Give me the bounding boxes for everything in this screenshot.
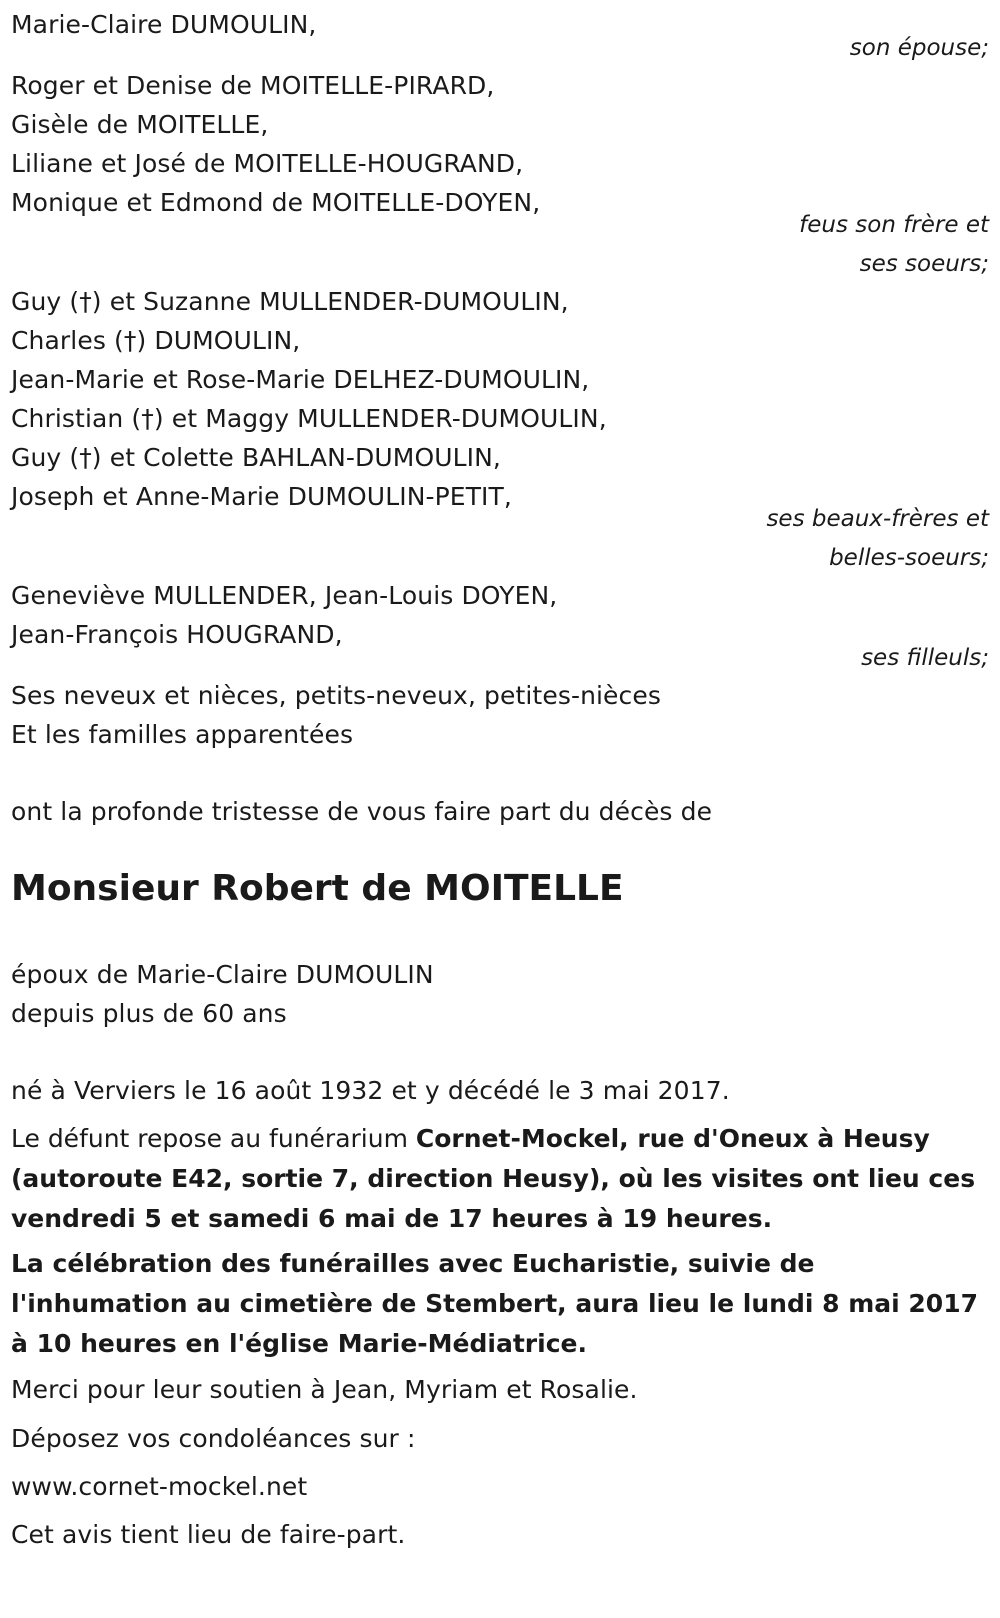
godchildren-line: Geneviève MULLENDER, Jean-Louis DOYEN, — [11, 581, 558, 610]
marriage-duration-line: depuis plus de 60 ans — [11, 999, 287, 1028]
relatives-line: Et les familles apparentées — [11, 720, 354, 749]
in-laws-role: belles-soeurs; — [829, 545, 989, 571]
spouse-of-line: époux de Marie-Claire DUMOULIN — [11, 960, 434, 989]
siblings-role: ses soeurs; — [859, 251, 989, 277]
birth-death-line: né à Verviers le 16 août 1932 et y décédé le 3 mai 2017. — [11, 1076, 730, 1105]
repose-paragraph — [11, 1119, 991, 1239]
deceased-name: Monsieur Robert de MOITELLE — [11, 868, 624, 909]
in-law-line: Joseph et Anne-Marie DUMOULIN-PETIT, — [11, 482, 512, 511]
repose-details: Cornet-Mockel, rue d'Oneux à Heusy (autoroute E42, sortie 7, direction Heusy), où les visites ont lieu ces vendredi 5 et samedi 6 mai de 17 heures à 19 heures. — [11, 1124, 976, 1233]
in-law-line: Guy (†) et Colette BAHLAN-DUMOULIN, — [11, 443, 501, 472]
in-law-line: Charles (†) DUMOULIN, — [11, 326, 301, 355]
announcement-text: ont la profonde tristesse de vous faire part du décès de — [11, 797, 713, 826]
in-law-line: Jean-Marie et Rose-Marie DELHEZ-DUMOULIN, — [11, 365, 590, 394]
godchildren-role: ses filleuls; — [861, 645, 989, 671]
in-laws-role: ses beaux-frères et — [766, 506, 989, 532]
repose-intro: Le défunt repose au funérarium — [11, 1124, 416, 1153]
thanks-line: Merci pour leur soutien à Jean, Myriam et Rosalie. — [11, 1375, 638, 1404]
sibling-line: Gisèle de MOITELLE, — [11, 110, 269, 139]
sibling-line: Roger et Denise de MOITELLE-PIRARD, — [11, 71, 495, 100]
sibling-line: Monique et Edmond de MOITELLE-DOYEN, — [11, 188, 541, 217]
spouse-name: Marie-Claire DUMOULIN, — [11, 10, 317, 39]
siblings-role: feus son frère et — [799, 212, 989, 238]
relatives-line: Ses neveux et nièces, petits-neveux, petites-nièces — [11, 681, 661, 710]
sibling-line: Liliane et José de MOITELLE-HOUGRAND, — [11, 149, 524, 178]
notice-line: Cet avis tient lieu de faire-part. — [11, 1520, 406, 1549]
in-law-line: Guy (†) et Suzanne MULLENDER-DUMOULIN, — [11, 287, 569, 316]
condolences-line: Déposez vos condoléances sur : — [11, 1424, 416, 1453]
in-law-line: Christian (†) et Maggy MULLENDER-DUMOULIN, — [11, 404, 607, 433]
ceremony-paragraph: La célébration des funérailles avec Eucharistie, suivie de l'inhumation au cimetière de Stembert, aura lieu le lundi 8 mai 2017 à 10 heures en l'église Marie-Médiatrice. — [11, 1249, 978, 1358]
spouse-role: son épouse; — [849, 35, 989, 61]
website-link[interactable]: www.cornet-mockel.net — [11, 1472, 308, 1501]
godchildren-line: Jean-François HOUGRAND, — [11, 620, 343, 649]
